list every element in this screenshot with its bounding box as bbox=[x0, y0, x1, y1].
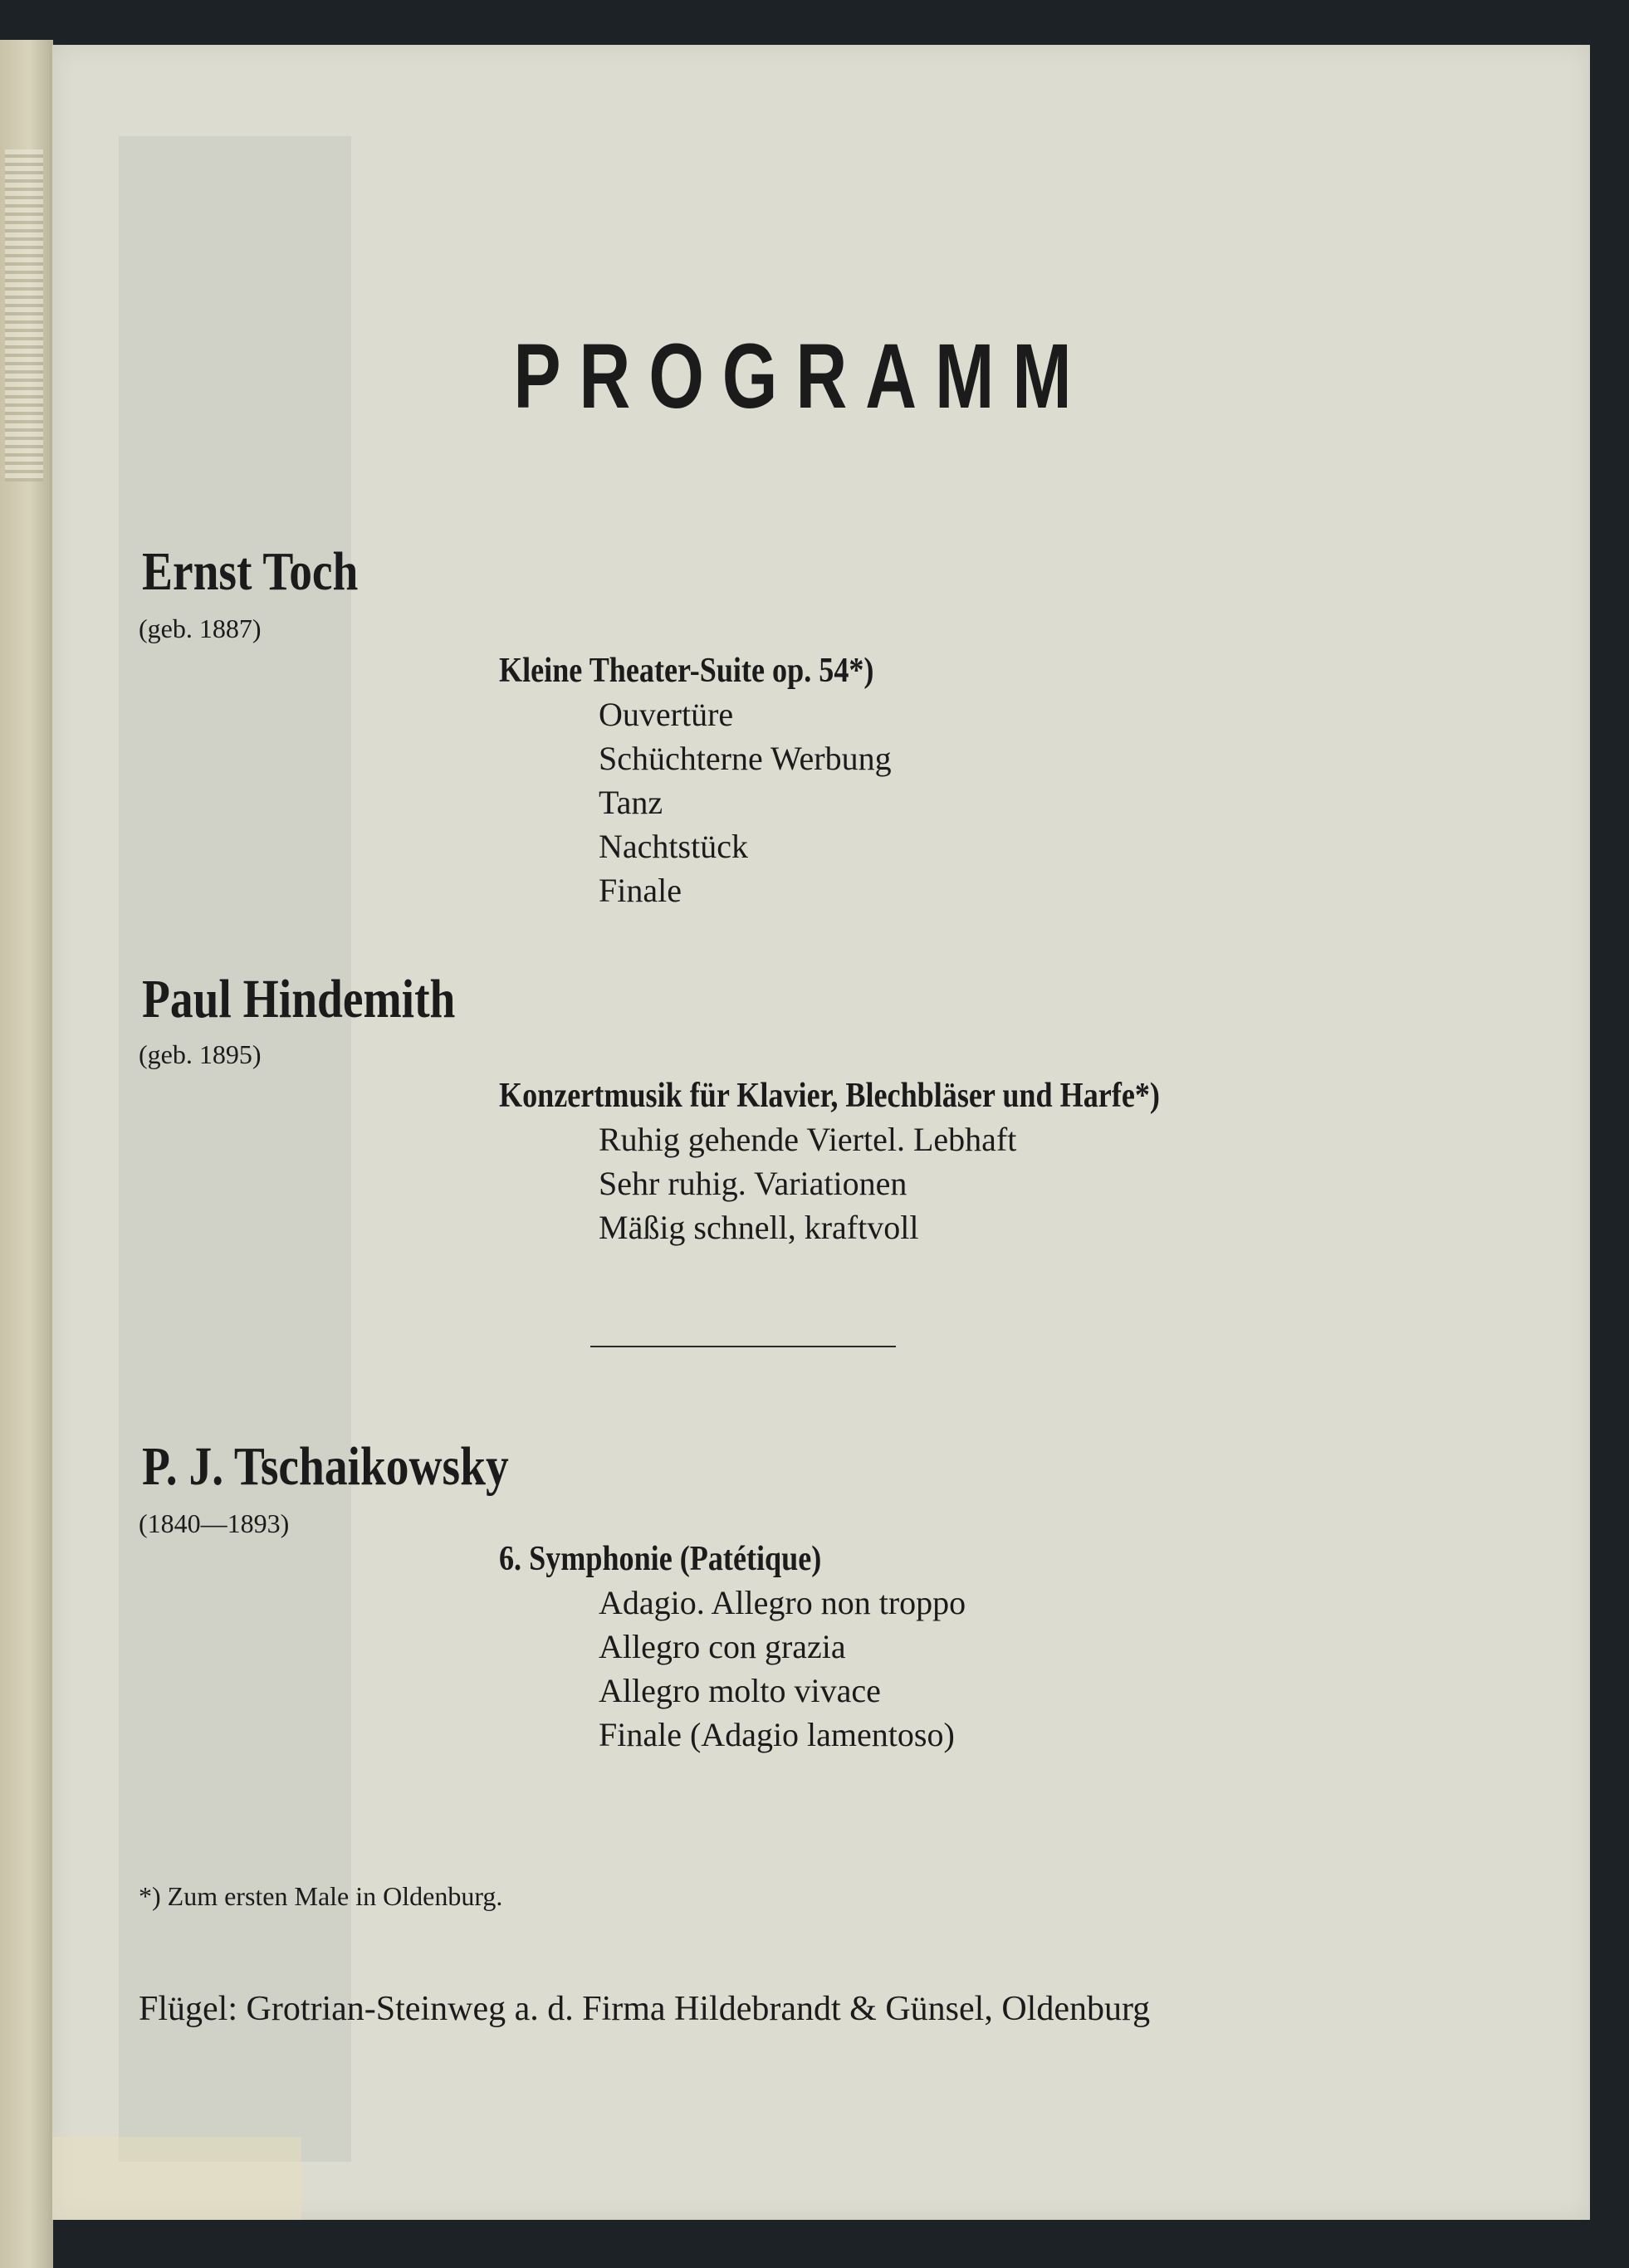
movement-list bbox=[599, 1117, 1016, 1249]
composer-name: P. J. Tschaikowsky bbox=[142, 1436, 509, 1497]
movement-list bbox=[599, 1581, 966, 1757]
movement-item: Ouvertüre bbox=[599, 696, 734, 733]
movement-item: Allegro con grazia bbox=[599, 1628, 846, 1665]
scan-background bbox=[0, 0, 316, 40]
work-title: Konzertmusik für Klavier, Blechbläser und Harfe*) bbox=[499, 1077, 1160, 1115]
composer-dates: (geb. 1887) bbox=[139, 613, 262, 643]
movement-item: Sehr ruhig. Variationen bbox=[599, 1165, 907, 1202]
movement-item: Mäßig schnell, kraftvoll bbox=[599, 1209, 919, 1246]
movement-item: Finale (Adagio lamentoso) bbox=[599, 1716, 955, 1753]
movement-item: Nachtstück bbox=[599, 828, 748, 865]
movement-item: Allegro molto vivace bbox=[599, 1672, 881, 1709]
movement-list bbox=[599, 692, 892, 912]
composer-name: Ernst Toch bbox=[142, 541, 359, 602]
movement-item: Finale bbox=[599, 872, 682, 909]
embossed-pattern bbox=[5, 149, 43, 481]
section-divider bbox=[590, 1346, 896, 1347]
composer-name: Paul Hindemith bbox=[142, 969, 456, 1029]
footnote: *) Zum ersten Male in Oldenburg. bbox=[139, 1881, 503, 1911]
program-page bbox=[50, 45, 1590, 2220]
binding-edge bbox=[0, 0, 53, 2268]
movement-item: Ruhig gehende Viertel. Lebhaft bbox=[599, 1121, 1017, 1158]
page-content bbox=[52, 45, 1590, 2220]
work-title: 6. Symphonie (Patétique) bbox=[499, 1540, 822, 1578]
work-title: Kleine Theater-Suite op. 54*) bbox=[499, 652, 874, 690]
composer-dates: (geb. 1895) bbox=[139, 1039, 262, 1069]
movement-item: Schüchterne Werbung bbox=[599, 740, 892, 777]
piano-credit: Flügel: Grotrian-Steinweg a. d. Firma Hildebrandt & Günsel, Oldenburg bbox=[139, 1990, 1151, 2028]
movement-item: Tanz bbox=[599, 784, 663, 821]
composer-dates: (1840—1893) bbox=[139, 1508, 290, 1538]
movement-item: Adagio. Allegro non troppo bbox=[599, 1584, 966, 1621]
page-title: PROGRAMM bbox=[513, 325, 1090, 428]
